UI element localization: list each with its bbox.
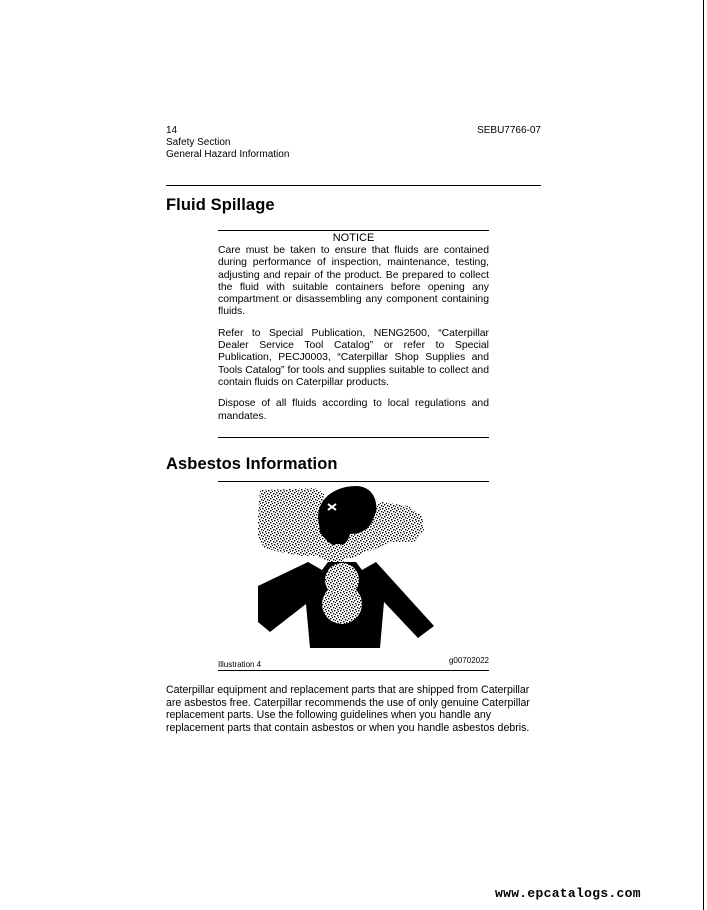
illustration-label: Illustration 4 bbox=[218, 660, 262, 669]
notice-paragraph-2: Refer to Special Publication, NENG2500, “Caterpillar Dealer Service Tool Catalog” or refer to Special Publication, PECJ0003, “Caterpillar Shop Supplies and Tools Catalog” for tools and supplies suitable to collect and contain fluids on Caterpillar products. bbox=[218, 327, 489, 388]
illustration-top-rule bbox=[218, 481, 489, 482]
subsection-title: General Hazard Information bbox=[166, 149, 290, 160]
document-id: SEBU7766-07 bbox=[477, 125, 541, 136]
notice-paragraph-3: Dispose of all fluids according to local regulations and mandates. bbox=[218, 398, 489, 422]
header-rule bbox=[166, 185, 541, 186]
page-border bbox=[703, 0, 704, 910]
asbestos-heading: Asbestos Information bbox=[166, 455, 338, 473]
page-number: 14 bbox=[166, 125, 178, 136]
illustration-id: g00702022 bbox=[448, 656, 489, 665]
asbestos-body-text: Caterpillar equipment and replacement parts that are shipped from Caterpillar are asbestos free. Caterpillar recommends the use of only genuine Caterpillar replacement parts. Use the following guidelines when you handle any replacement parts that contain asbestos or when you handle asbestos debris. bbox=[166, 684, 530, 734]
watermark-link[interactable]: www.epcatalogs.com bbox=[495, 886, 641, 901]
notice-box bbox=[218, 231, 489, 432]
asbestos-hazard-illustration bbox=[258, 486, 440, 652]
page-header-left bbox=[166, 125, 289, 161]
fluid-spillage-heading: Fluid Spillage bbox=[166, 196, 275, 214]
notice-bottom-rule bbox=[218, 437, 489, 438]
notice-paragraph-1: Care must be taken to ensure that fluids are contained during performance of inspection, maintenance, testing, adjusting and repair of the product. Be prepared to collect the fluid with suitable containers before opening any compartment or disassembling any component containing fluids. bbox=[218, 245, 489, 318]
section-title: Safety Section bbox=[166, 137, 231, 148]
notice-title: NOTICE bbox=[332, 232, 375, 244]
illustration-bottom-rule bbox=[218, 670, 489, 671]
